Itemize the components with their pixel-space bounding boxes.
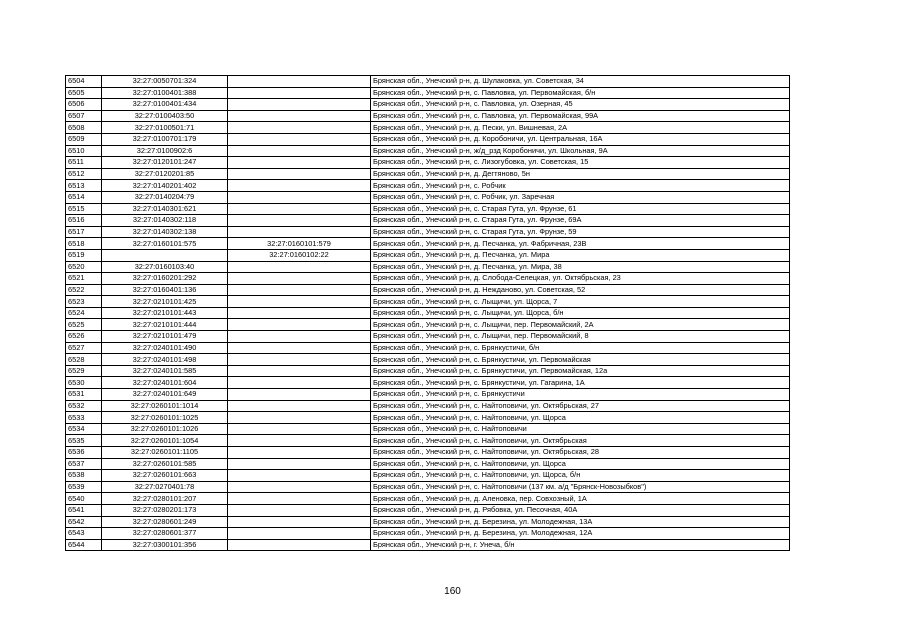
address-cell: Брянская обл., Унечский р-н, с. Робчик (371, 180, 790, 192)
related-cadastral-number-cell (228, 447, 371, 459)
address-cell: Брянская обл., Унечский р-н, ж/д_рзд Коробоничи, ул. Школьная, 9А (371, 145, 790, 157)
row-number-cell: 6526 (66, 331, 102, 343)
row-number-cell: 6504 (66, 76, 102, 88)
cadastral-number-cell: 32:27:0240101:490 (102, 342, 228, 354)
table-row (66, 226, 790, 238)
cadastral-number-cell: 32:27:0210101:479 (102, 331, 228, 343)
related-cadastral-number-cell (228, 458, 371, 470)
related-cadastral-number-cell (228, 516, 371, 528)
row-number-cell: 6522 (66, 284, 102, 296)
related-cadastral-number-cell: 32:27:0160102:22 (228, 249, 371, 261)
property-register-table (65, 75, 790, 551)
table-row (66, 539, 790, 551)
table-row (66, 331, 790, 343)
related-cadastral-number-cell (228, 377, 371, 389)
table-row (66, 447, 790, 459)
related-cadastral-number-cell (228, 122, 371, 134)
related-cadastral-number-cell (228, 435, 371, 447)
address-cell: Брянская обл., Унечский р-н, д. Песчанка, ул. Мира, 38 (371, 261, 790, 273)
related-cadastral-number-cell (228, 99, 371, 111)
table-row (66, 470, 790, 482)
table-row (66, 99, 790, 111)
cadastral-number-cell: 32:27:0270401:78 (102, 481, 228, 493)
row-number-cell: 6541 (66, 504, 102, 516)
row-number-cell: 6505 (66, 87, 102, 99)
related-cadastral-number-cell (228, 342, 371, 354)
cadastral-number-cell: 32:27:0210101:443 (102, 307, 228, 319)
table-row (66, 168, 790, 180)
table-row (66, 528, 790, 540)
cadastral-number-cell: 32:27:0260101:1025 (102, 412, 228, 424)
row-number-cell: 6523 (66, 296, 102, 308)
table-row (66, 261, 790, 273)
related-cadastral-number-cell (228, 319, 371, 331)
address-cell: Брянская обл., Унечский р-н, с. Найтоповичи, ул. Октябрьская, 27 (371, 400, 790, 412)
address-cell: Брянская обл., Унечский р-н, с. Старая Гута, ул. Фрунзе, 69А (371, 215, 790, 227)
address-cell: Брянская обл., Унечский р-н, с. Найтоповичи (137 км. а/д "Брянск-Новозыбков") (371, 481, 790, 493)
page-number: 160 (444, 586, 461, 597)
address-cell: Брянская обл., Унечский р-н, с. Брянкустичи (371, 389, 790, 401)
table-row (66, 157, 790, 169)
table-row (66, 122, 790, 134)
register-table-body (66, 76, 790, 551)
row-number-cell: 6532 (66, 400, 102, 412)
row-number-cell: 6540 (66, 493, 102, 505)
related-cadastral-number-cell (228, 191, 371, 203)
address-cell: Брянская обл., Унечский р-н, д. Пески, ул. Вишневая, 2А (371, 122, 790, 134)
address-cell: Брянская обл., Унечский р-н, д. Березина, ул. Молодежная, 13А (371, 516, 790, 528)
row-number-cell: 6517 (66, 226, 102, 238)
table-row (66, 180, 790, 192)
address-cell: Брянская обл., Унечский р-н, д. Слобода-Селецкая, ул. Октябрьская, 23 (371, 273, 790, 285)
address-cell: Брянская обл., Унечский р-н, с. Лизогубовка, ул. Советская, 15 (371, 157, 790, 169)
cadastral-number-cell: 32:27:0240101:604 (102, 377, 228, 389)
related-cadastral-number-cell (228, 203, 371, 215)
table-row (66, 412, 790, 424)
table-row (66, 191, 790, 203)
cadastral-number-cell: 32:27:0260101:1014 (102, 400, 228, 412)
address-cell: Брянская обл., Унечский р-н, д. Аленовка, пер. Совхозный, 1А (371, 493, 790, 505)
related-cadastral-number-cell: 32:27:0160101:579 (228, 238, 371, 250)
row-number-cell: 6531 (66, 389, 102, 401)
table-row (66, 481, 790, 493)
row-number-cell: 6544 (66, 539, 102, 551)
cadastral-number-cell: 32:27:0100902:6 (102, 145, 228, 157)
address-cell: Брянская обл., Унечский р-н, с. Брянкустичи, ул. Первомайская, 12а (371, 365, 790, 377)
address-cell: Брянская обл., Унечский р-н, с. Брянкустичи, б/н (371, 342, 790, 354)
row-number-cell: 6535 (66, 435, 102, 447)
cadastral-number-cell (102, 249, 228, 261)
table-row (66, 273, 790, 285)
related-cadastral-number-cell (228, 87, 371, 99)
cadastral-number-cell: 32:27:0260101:585 (102, 458, 228, 470)
row-number-cell: 6530 (66, 377, 102, 389)
row-number-cell: 6519 (66, 249, 102, 261)
address-cell: Брянская обл., Унечский р-н, с. Лыщичи, ул. Щорса, б/н (371, 307, 790, 319)
address-cell: Брянская обл., Унечский р-н, д. Коробоничи, ул. Центральная, 16А (371, 133, 790, 145)
address-cell: Брянская обл., Унечский р-н, д. Песчанка, ул. Мира (371, 249, 790, 261)
related-cadastral-number-cell (228, 76, 371, 88)
related-cadastral-number-cell (228, 307, 371, 319)
related-cadastral-number-cell (228, 423, 371, 435)
row-number-cell: 6508 (66, 122, 102, 134)
cadastral-number-cell: 32:27:0240101:498 (102, 354, 228, 366)
table-row (66, 389, 790, 401)
row-number-cell: 6511 (66, 157, 102, 169)
address-cell: Брянская обл., Унечский р-н, с. Старая Гута, ул. Фрунзе, 61 (371, 203, 790, 215)
cadastral-number-cell: 32:27:0210101:444 (102, 319, 228, 331)
related-cadastral-number-cell (228, 215, 371, 227)
address-cell: Брянская обл., Унечский р-н, с. Брянкустичи, ул. Первомайская (371, 354, 790, 366)
cadastral-number-cell: 32:27:0160401:136 (102, 284, 228, 296)
row-number-cell: 6537 (66, 458, 102, 470)
row-number-cell: 6509 (66, 133, 102, 145)
row-number-cell: 6524 (66, 307, 102, 319)
row-number-cell: 6521 (66, 273, 102, 285)
cadastral-number-cell: 32:27:0240101:585 (102, 365, 228, 377)
address-cell: Брянская обл., Унечский р-н, д. Рябовка, ул. Песочная, 40А (371, 504, 790, 516)
related-cadastral-number-cell (228, 365, 371, 377)
address-cell: Брянская обл., Унечский р-н, с. Лыщичи, ул. Щорса, 7 (371, 296, 790, 308)
table-row (66, 423, 790, 435)
table-row (66, 516, 790, 528)
cadastral-number-cell: 32:27:0050701:324 (102, 76, 228, 88)
related-cadastral-number-cell (228, 226, 371, 238)
related-cadastral-number-cell (228, 481, 371, 493)
table-row (66, 435, 790, 447)
row-number-cell: 6507 (66, 110, 102, 122)
table-row (66, 342, 790, 354)
table-row (66, 76, 790, 88)
cadastral-number-cell: 32:27:0240101:649 (102, 389, 228, 401)
row-number-cell: 6515 (66, 203, 102, 215)
row-number-cell: 6533 (66, 412, 102, 424)
table-row (66, 238, 790, 250)
address-cell: Брянская обл., Унечский р-н, с. Найтоповичи (371, 423, 790, 435)
row-number-cell: 6513 (66, 180, 102, 192)
address-cell: Брянская обл., Унечский р-н, с. Найтоповичи, ул. Щорса, б/н (371, 470, 790, 482)
related-cadastral-number-cell (228, 168, 371, 180)
row-number-cell: 6506 (66, 99, 102, 111)
address-cell: Брянская обл., Унечский р-н, д. Дегтяново, 5н (371, 168, 790, 180)
related-cadastral-number-cell (228, 273, 371, 285)
row-number-cell: 6528 (66, 354, 102, 366)
row-number-cell: 6518 (66, 238, 102, 250)
row-number-cell: 6534 (66, 423, 102, 435)
cadastral-number-cell: 32:27:0100401:434 (102, 99, 228, 111)
row-number-cell: 6516 (66, 215, 102, 227)
address-cell: Брянская обл., Унечский р-н, с. Найтоповичи, ул. Октябрьская, 28 (371, 447, 790, 459)
table-row (66, 133, 790, 145)
table-row (66, 296, 790, 308)
cadastral-number-cell: 32:27:0300101:356 (102, 539, 228, 551)
row-number-cell: 6542 (66, 516, 102, 528)
related-cadastral-number-cell (228, 354, 371, 366)
address-cell: Брянская обл., Унечский р-н, с. Найтоповичи, ул. Щорса (371, 458, 790, 470)
address-cell: Брянская обл., Унечский р-н, д. Песчанка, ул. Фабричная, 23В (371, 238, 790, 250)
table-row (66, 249, 790, 261)
row-number-cell: 6536 (66, 447, 102, 459)
cadastral-number-cell: 32:27:0140301:621 (102, 203, 228, 215)
cadastral-number-cell: 32:27:0160201:292 (102, 273, 228, 285)
cadastral-number-cell: 32:27:0260101:663 (102, 470, 228, 482)
cadastral-number-cell: 32:27:0260101:1026 (102, 423, 228, 435)
address-cell: Брянская обл., Унечский р-н, д. Нежданово, ул. Советская, 52 (371, 284, 790, 296)
table-row (66, 145, 790, 157)
related-cadastral-number-cell (228, 331, 371, 343)
cadastral-number-cell: 32:27:0100401:388 (102, 87, 228, 99)
address-cell: Брянская обл., Унечский р-н, с. Лыщичи, пер. Первомайский, 2А (371, 319, 790, 331)
cadastral-number-cell: 32:27:0280601:249 (102, 516, 228, 528)
address-cell: Брянская обл., Унечский р-н, с. Робчик, ул. Заречная (371, 191, 790, 203)
address-cell: Брянская обл., Унечский р-н, с. Павловка, ул. Озерная, 45 (371, 99, 790, 111)
related-cadastral-number-cell (228, 157, 371, 169)
table-row (66, 87, 790, 99)
cadastral-number-cell: 32:27:0120101:247 (102, 157, 228, 169)
related-cadastral-number-cell (228, 539, 371, 551)
address-cell: Брянская обл., Унечский р-н, с. Лыщичи, пер. Первомайский, 8 (371, 331, 790, 343)
cadastral-number-cell: 32:27:0100701:179 (102, 133, 228, 145)
cadastral-number-cell: 32:27:0260101:1105 (102, 447, 228, 459)
cadastral-number-cell: 32:27:0210101:425 (102, 296, 228, 308)
cadastral-number-cell: 32:27:0100403:50 (102, 110, 228, 122)
row-number-cell: 6525 (66, 319, 102, 331)
table-row (66, 284, 790, 296)
cadastral-number-cell: 32:27:0280601:377 (102, 528, 228, 540)
address-cell: Брянская обл., Унечский р-н, с. Брянкустичи, ул. Гагарина, 1А (371, 377, 790, 389)
table-row (66, 365, 790, 377)
address-cell: Брянская обл., Унечский р-н, с. Старая Гута, ул. Фрунзе, 59 (371, 226, 790, 238)
table-row (66, 504, 790, 516)
table-row (66, 458, 790, 470)
related-cadastral-number-cell (228, 296, 371, 308)
cadastral-number-cell: 32:27:0140302:138 (102, 226, 228, 238)
related-cadastral-number-cell (228, 412, 371, 424)
row-number-cell: 6514 (66, 191, 102, 203)
cadastral-number-cell: 32:27:0160101:575 (102, 238, 228, 250)
address-cell: Брянская обл., Унечский р-н, с. Павловка, ул. Первомайская, б/н (371, 87, 790, 99)
cadastral-number-cell: 32:27:0260101:1054 (102, 435, 228, 447)
address-cell: Брянская обл., Унечский р-н, с. Найтоповичи, ул. Октябрьская (371, 435, 790, 447)
related-cadastral-number-cell (228, 400, 371, 412)
address-cell: Брянская обл., Унечский р-н, с. Найтоповичи, ул. Щорса (371, 412, 790, 424)
table-row (66, 215, 790, 227)
cadastral-number-cell: 32:27:0100501:71 (102, 122, 228, 134)
table-row (66, 354, 790, 366)
cadastral-number-cell: 32:27:0140302:118 (102, 215, 228, 227)
related-cadastral-number-cell (228, 180, 371, 192)
row-number-cell: 6527 (66, 342, 102, 354)
related-cadastral-number-cell (228, 528, 371, 540)
related-cadastral-number-cell (228, 133, 371, 145)
related-cadastral-number-cell (228, 145, 371, 157)
table-row (66, 377, 790, 389)
table-row (66, 307, 790, 319)
row-number-cell: 6512 (66, 168, 102, 180)
cadastral-number-cell: 32:27:0140204:79 (102, 191, 228, 203)
table-row (66, 400, 790, 412)
related-cadastral-number-cell (228, 389, 371, 401)
row-number-cell: 6529 (66, 365, 102, 377)
table-row (66, 110, 790, 122)
table-row (66, 203, 790, 215)
related-cadastral-number-cell (228, 261, 371, 273)
row-number-cell: 6510 (66, 145, 102, 157)
address-cell: Брянская обл., Унечский р-н, г. Унеча, б/н (371, 539, 790, 551)
cadastral-number-cell: 32:27:0280201:173 (102, 504, 228, 516)
related-cadastral-number-cell (228, 504, 371, 516)
related-cadastral-number-cell (228, 284, 371, 296)
cadastral-number-cell: 32:27:0280101:207 (102, 493, 228, 505)
related-cadastral-number-cell (228, 493, 371, 505)
related-cadastral-number-cell (228, 470, 371, 482)
cadastral-number-cell: 32:27:0160103:40 (102, 261, 228, 273)
related-cadastral-number-cell (228, 110, 371, 122)
table-row (66, 493, 790, 505)
address-cell: Брянская обл., Унечский р-н, д. Шулаковка, ул. Советская, 34 (371, 76, 790, 88)
row-number-cell: 6520 (66, 261, 102, 273)
address-cell: Брянская обл., Унечский р-н, д. Березина, ул. Молодежная, 12А (371, 528, 790, 540)
cadastral-number-cell: 32:27:0140201:402 (102, 180, 228, 192)
cadastral-number-cell: 32:27:0120201:85 (102, 168, 228, 180)
row-number-cell: 6538 (66, 470, 102, 482)
address-cell: Брянская обл., Унечский р-н, с. Павловка, ул. Первомайская, 99А (371, 110, 790, 122)
table-row (66, 319, 790, 331)
row-number-cell: 6543 (66, 528, 102, 540)
row-number-cell: 6539 (66, 481, 102, 493)
